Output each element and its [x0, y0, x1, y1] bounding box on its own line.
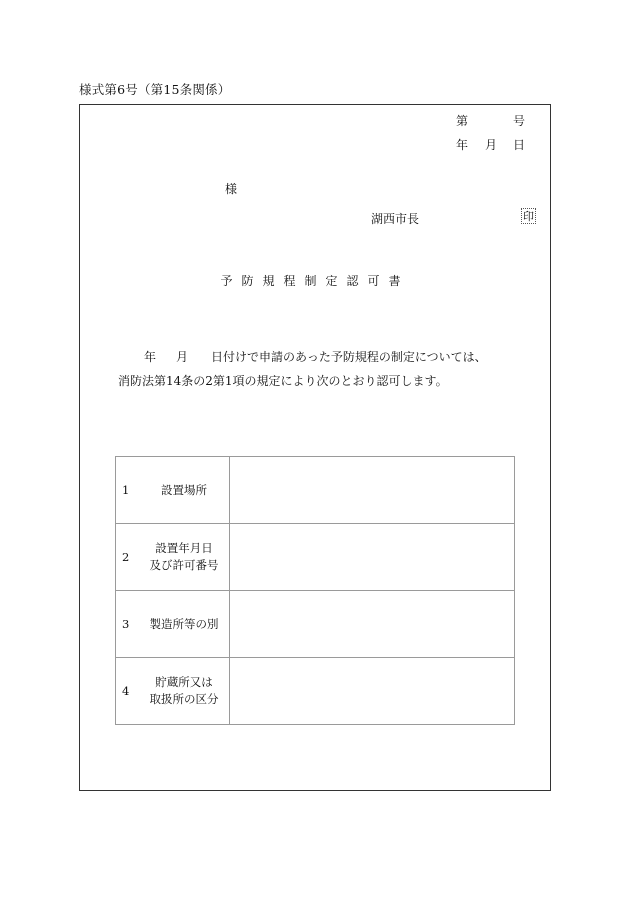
item-label-line: 製造所等の別 — [149, 616, 219, 631]
item-value-cell — [230, 658, 515, 725]
details-table — [115, 456, 515, 725]
table-row — [116, 524, 515, 591]
item-label — [142, 616, 226, 633]
body-line-2: 消防法第14条の2第1項の規定により次のとおり認可します。 — [118, 374, 448, 388]
item-number: 4 — [122, 684, 130, 698]
body-line-1: 日付けで申請のあった予防規程の制定については、 — [211, 350, 487, 364]
item-number: 2 — [122, 550, 130, 564]
item-label-line: 取扱所の区分 — [149, 692, 219, 706]
item-label-cell — [116, 457, 230, 524]
date-year-label: 年 — [456, 138, 469, 152]
form-number-label: 様式第6号（第15条関係） — [79, 82, 231, 97]
document-title: 予防規程制定認可書 — [220, 274, 410, 288]
item-label — [142, 674, 226, 708]
date-day-label: 日 — [513, 138, 526, 152]
item-value-cell — [230, 591, 515, 658]
item-value-cell — [230, 524, 515, 591]
table-row — [116, 457, 515, 524]
seal-mark: 印 — [523, 210, 534, 223]
number-prefix: 第 — [456, 114, 469, 128]
item-value-cell — [230, 457, 515, 524]
table-row — [116, 591, 515, 658]
body-date-year: 年 — [144, 350, 157, 364]
item-label — [142, 540, 226, 574]
item-label-line: 設置年月日 — [155, 541, 213, 555]
table-row — [116, 658, 515, 725]
item-label-cell — [116, 658, 230, 725]
item-label — [142, 482, 226, 499]
item-label-line: 及び許可番号 — [149, 558, 219, 572]
date-month-label: 月 — [485, 138, 498, 152]
issuer-name: 湖西市長 — [371, 212, 420, 226]
item-label-cell — [116, 591, 230, 658]
item-number: 3 — [122, 617, 130, 631]
item-number: 1 — [122, 483, 130, 497]
number-suffix: 号 — [513, 114, 526, 128]
body-date-month: 月 — [176, 350, 189, 364]
item-label-line: 貯蔵所又は — [155, 675, 213, 689]
addressee-suffix: 様 — [225, 182, 238, 196]
item-label-cell — [116, 524, 230, 591]
item-label-line: 設置場所 — [161, 482, 207, 497]
